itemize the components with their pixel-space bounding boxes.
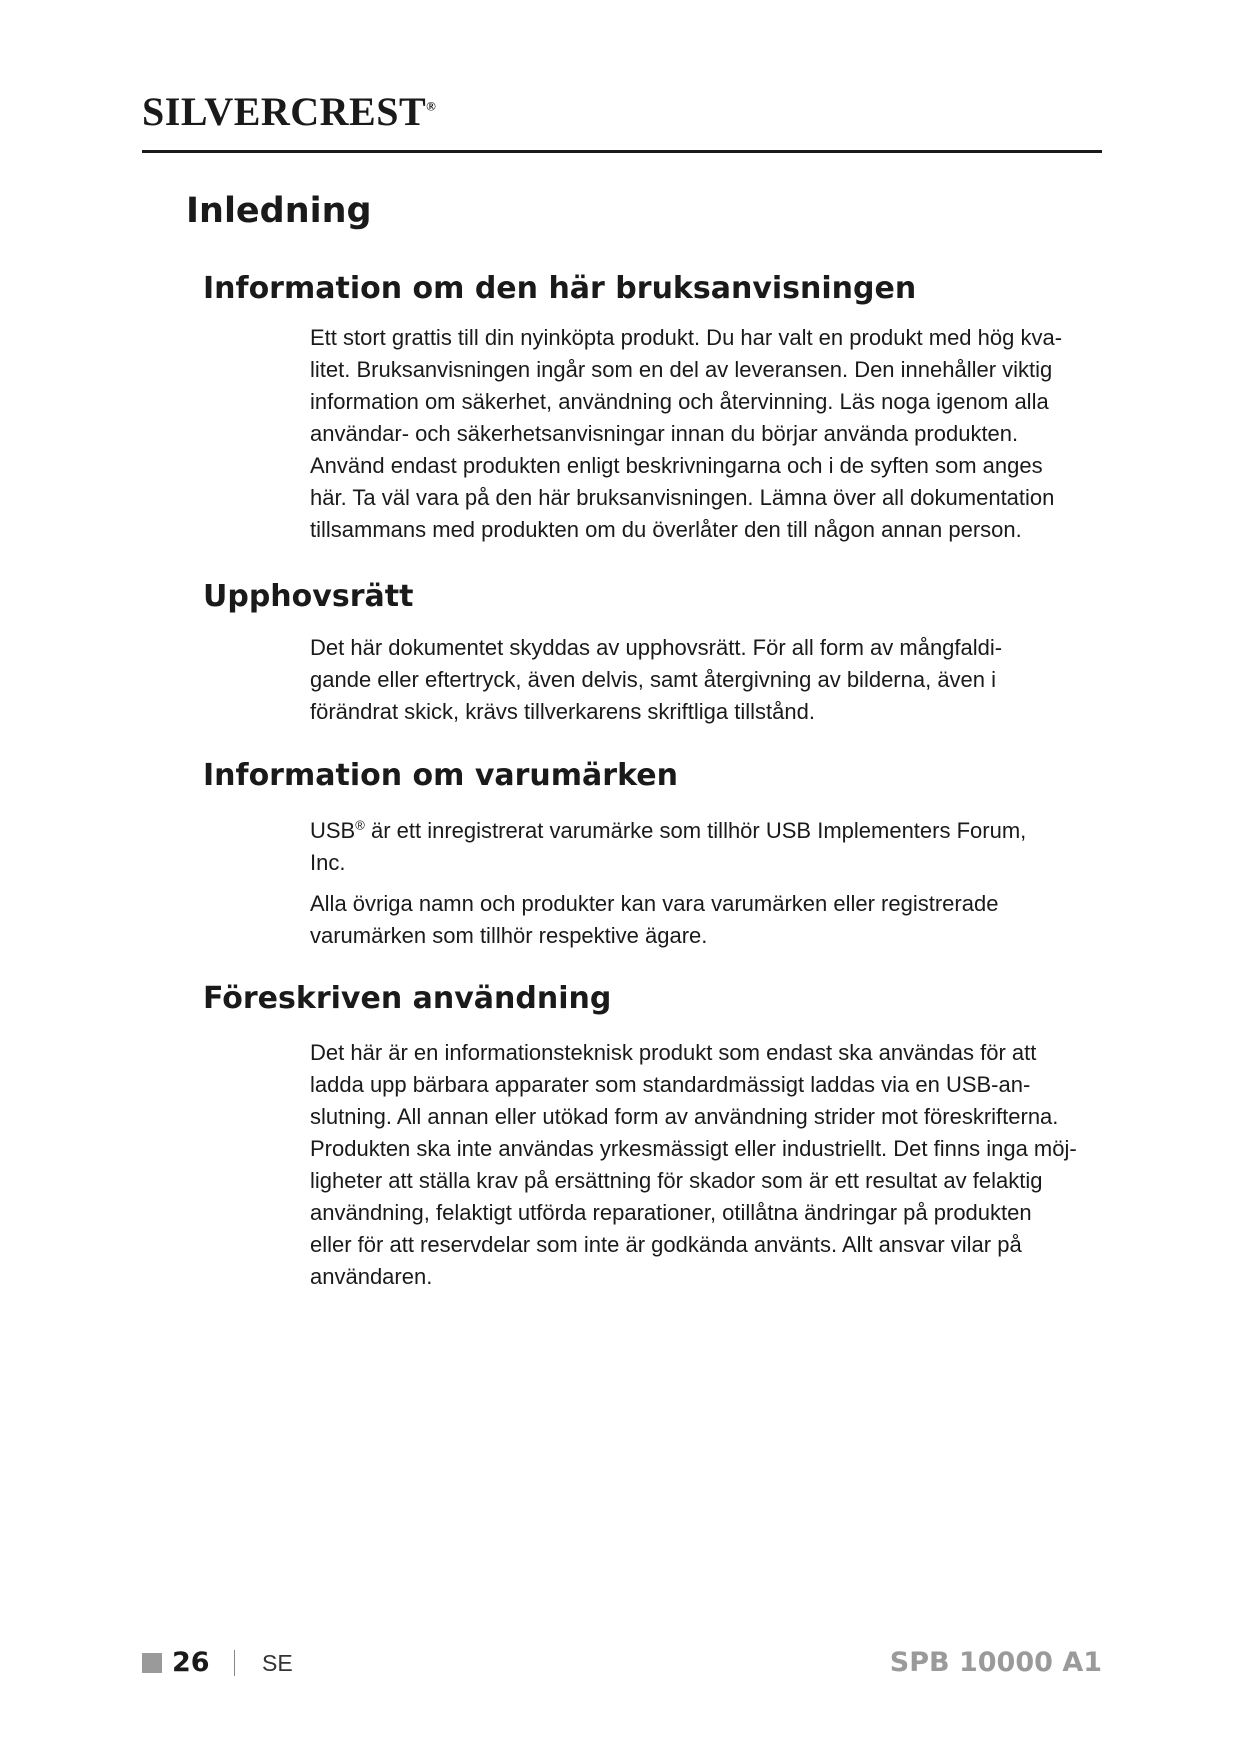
brand-logo-text: SILVERCREST (142, 89, 427, 134)
page-title: Inledning (186, 191, 372, 231)
text-line: förändrat skick, krävs tillverkarens skriftliga tillstånd. (310, 699, 815, 724)
page-footer (142, 1644, 1102, 1684)
section-heading-trademarks: Information om varumärken (203, 758, 678, 793)
text-line: här. Ta väl vara på den här bruksanvisningen. Lämna över all dokumentation (310, 485, 1055, 510)
text-line: Inc. (310, 850, 346, 875)
text-line: användning, felaktigt utförda reparationer, otillåtna ändringar på produkten (310, 1200, 1032, 1225)
footer-divider (234, 1650, 235, 1676)
text-line: Det här dokumentet skyddas av upphovsrätt. För all form av mångfaldi- (310, 635, 1003, 660)
page-header (142, 86, 1102, 156)
text-line: tillsammans med produkten om du överlåter den till någon annan person. (310, 517, 1022, 542)
usb-line-rest: är ett inregistrerat varumärke som tillhör USB Implementers Forum, (364, 818, 1027, 843)
text-line: litet. Bruksanvisningen ingår som en del av leveransen. Den innehåller viktig (310, 357, 1053, 382)
language-code: SE (262, 1650, 293, 1676)
section-paragraph-intended-use (310, 1037, 1077, 1293)
text-line: Använd endast produkten enligt beskrivningarna och i de syften som anges (310, 453, 1043, 478)
section-heading-manual-info: Information om den här bruksanvisningen (203, 271, 917, 306)
section-paragraph-manual-info (310, 322, 1070, 546)
section-paragraph-other-trademarks (310, 888, 1070, 952)
brand-logo (142, 86, 436, 138)
text-line: slutning. All annan eller utökad form av användning strider mot föreskrifterna. (310, 1104, 1059, 1129)
section-heading-intended-use: Föreskriven användning (203, 981, 612, 1016)
text-line: ligheter att ställa krav på ersättning för skador som är ett resultat av felaktig (310, 1168, 1043, 1193)
usb-registered-mark: ® (355, 817, 365, 833)
text-line: Alla övriga namn och produkter kan vara varumärken eller registrerade (310, 891, 999, 916)
section-heading-copyright: Upphovsrätt (203, 579, 414, 614)
usb-word: USB (310, 818, 356, 843)
text-line: Produkten ska inte användas yrkesmässigt eller industriellt. Det finns inga möj- (310, 1136, 1077, 1161)
text-line: användar- och säkerhetsanvisningar innan du börjar använda produkten. (310, 421, 1019, 446)
text-line: Det här är en informationsteknisk produkt som endast ska användas för att (310, 1040, 1037, 1065)
header-divider (142, 150, 1102, 153)
footer-square-icon (142, 1653, 162, 1673)
text-line: gande eller eftertryck, även delvis, samt återgivning av bilderna, även i (310, 667, 997, 692)
section-paragraph-copyright (310, 632, 1070, 728)
section-paragraph-usb-trademark (310, 815, 1070, 879)
text-line: varumärken som tillhör respektive ägare. (310, 923, 708, 948)
text-line (310, 815, 1070, 847)
page-number: 26 (172, 1647, 210, 1678)
text-line: användaren. (310, 1264, 433, 1289)
text-line: Ett stort grattis till din nyinköpta produkt. Du har valt en produkt med hög kva- (310, 325, 1063, 350)
model-number: SPB 10000 A1 (889, 1647, 1102, 1678)
text-line: eller för att reservdelar som inte är godkända använts. Allt ansvar vilar på (310, 1232, 1022, 1257)
text-line: information om säkerhet, användning och återvinning. Läs noga igenom alla (310, 389, 1049, 414)
brand-logo-mark: ® (426, 98, 437, 114)
text-line: ladda upp bärbara apparater som standardmässigt laddas via en USB-an- (310, 1072, 1031, 1097)
